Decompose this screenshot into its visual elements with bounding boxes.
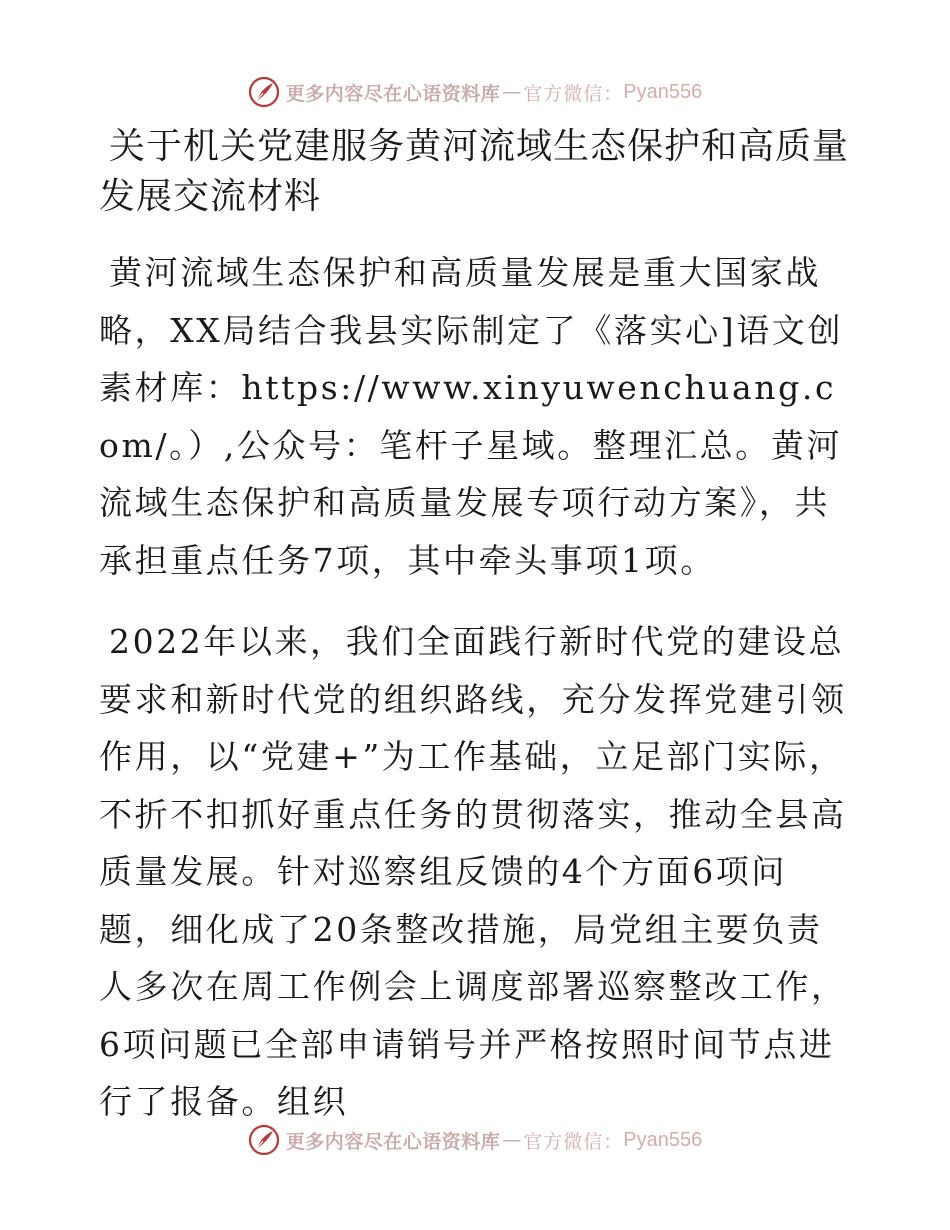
banner-separator: — (502, 1129, 522, 1151)
feather-pen-icon (248, 1124, 280, 1156)
banner-text (286, 1127, 703, 1154)
document-title: 关于机关党建服务黄河流域生态保护和高质量发展交流材料 (99, 126, 850, 217)
footer-watermark-banner (0, 1120, 950, 1160)
banner-wechat-id: Pyan556 (623, 1128, 703, 1151)
banner-wechat-label: 官方微信： (523, 82, 624, 105)
banner-wechat-id: Pyan556 (623, 80, 703, 103)
document-body (99, 122, 851, 1131)
banner-text (286, 79, 703, 106)
banner-site-name: 更多内容尽在心语资料库 (285, 1130, 501, 1153)
banner-separator: — (502, 81, 522, 103)
feather-pen-icon (248, 76, 280, 108)
paragraph-1: 黄河流域生态保护和高质量发展是重大国家战略，XX局结合我县实际制定了《落实心]语文创素材库：https://www.xinyuwenchuang.com/。）,公众号：笔杆子星域。整理汇总。黄河流域生态保护和高质量发展专项行动方案》，共承担重点任务7项，其中牵头事项1项。 (99, 253, 844, 580)
banner-wechat-label: 官方微信： (523, 1130, 624, 1153)
header-watermark-banner (0, 72, 950, 112)
banner-site-name: 更多内容尽在心语资料库 (285, 82, 501, 105)
paragraph-2: 2022年以来，我们全面践行新时代党的建设总要求和新时代党的组织路线，充分发挥党建引领作用，以“党建+”为工作基础，立足部门实际，不折不扣抓好重点任务的贯彻落实，推动全县高质量发展。针对巡察组反馈的4个方面6项问题，细化成了20条整改措施，局党组主要负责人多次在周工作例会上调度部署巡察整改工作，6项问题已全部申请销号并严格按照时间节点进行了报备。组织 (99, 622, 847, 1121)
